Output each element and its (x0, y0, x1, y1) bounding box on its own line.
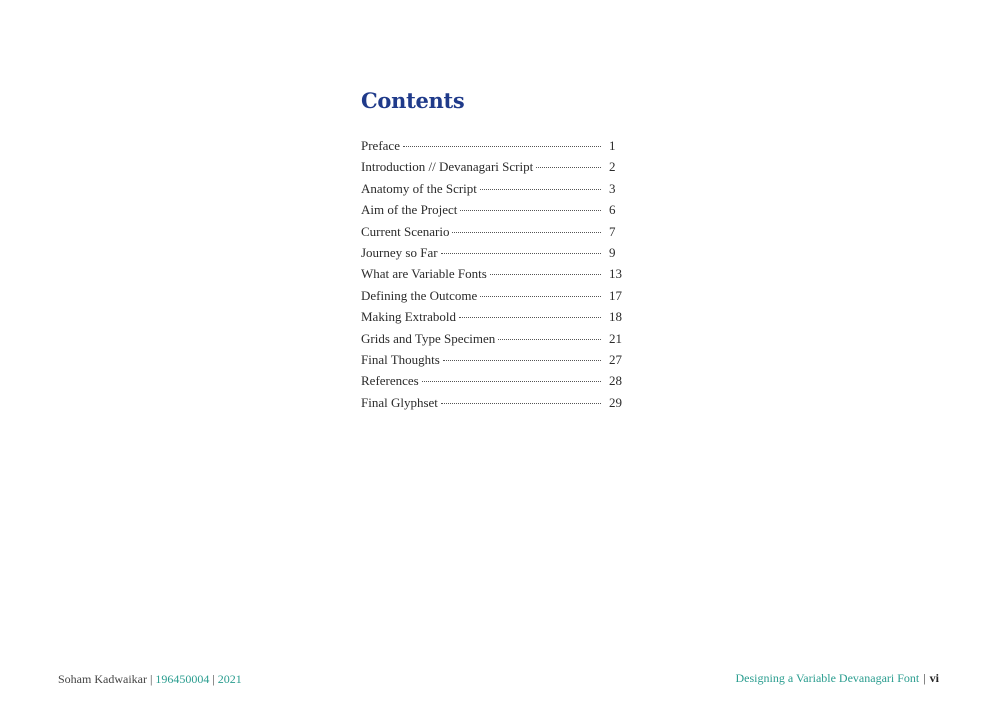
toc-dot-leader (441, 253, 601, 254)
footer-document-info (736, 671, 939, 686)
toc-entry-page: 28 (609, 373, 622, 389)
toc-entry[interactable] (361, 245, 631, 266)
toc-dot-leader (443, 360, 601, 361)
toc-entry-page: 2 (609, 159, 616, 175)
toc-dot-leader (536, 167, 601, 168)
toc-entry-label: Introduction // Devanagari Script (361, 159, 534, 175)
footer-separator: | (149, 672, 153, 686)
footer-separator: | (923, 671, 926, 685)
toc-entry-label: Defining the Outcome (361, 287, 478, 303)
toc-dot-leader (480, 189, 601, 190)
table-of-contents (361, 138, 631, 416)
toc-entry-label: Journey so Far (361, 244, 438, 260)
footer-author: Soham Kadwaikar (58, 672, 147, 686)
toc-entry-page: 18 (609, 309, 622, 325)
footer-separator: | (212, 672, 215, 686)
toc-entry-page: 9 (609, 244, 616, 260)
toc-entry-page: 27 (609, 351, 622, 367)
toc-entry-label: Preface (361, 138, 400, 153)
toc-dot-leader (459, 317, 601, 318)
toc-dot-leader (403, 146, 601, 147)
toc-entry-label: Final Thoughts (361, 351, 440, 367)
page-title: Contents (361, 88, 465, 113)
toc-entry-page: 3 (609, 180, 616, 196)
footer-author-info (58, 672, 242, 687)
toc-entry-page: 13 (609, 266, 622, 282)
toc-dot-leader (452, 232, 601, 233)
toc-entry-page: 17 (609, 287, 622, 303)
toc-entry-label: Final Glyphset (361, 394, 438, 410)
toc-entry[interactable] (361, 159, 631, 180)
footer-document-title: Designing a Variable Devanagari Font (735, 671, 920, 685)
toc-dot-leader (422, 381, 601, 382)
footer-page-number: vi (929, 671, 939, 685)
toc-entry[interactable] (361, 352, 631, 373)
footer-student-id: 196450004 (155, 672, 210, 686)
toc-dot-leader (441, 403, 601, 404)
toc-entry[interactable] (361, 331, 631, 352)
toc-entry[interactable] (361, 138, 631, 159)
toc-entry-page: 1 (609, 138, 616, 153)
toc-entry[interactable] (361, 395, 631, 416)
toc-dot-leader (498, 339, 601, 340)
toc-entry-label: Anatomy of the Script (361, 180, 477, 196)
toc-entry-page: 7 (609, 223, 616, 239)
toc-entry-label: Making Extrabold (361, 309, 456, 325)
toc-entry-page: 29 (609, 394, 622, 410)
toc-entry-label: Aim of the Project (361, 202, 458, 218)
toc-entry[interactable] (361, 288, 631, 309)
toc-entry-page: 21 (609, 330, 622, 346)
toc-entry-label: Grids and Type Specimen (361, 330, 496, 346)
toc-entry[interactable] (361, 309, 631, 330)
toc-entry-label: References (361, 373, 419, 389)
toc-entry[interactable] (361, 224, 631, 245)
toc-entry-page: 6 (609, 202, 616, 218)
toc-dot-leader (480, 296, 601, 297)
toc-entry-label: Current Scenario (361, 223, 450, 239)
toc-dot-leader (460, 210, 601, 211)
toc-entry[interactable] (361, 202, 631, 223)
toc-entry[interactable] (361, 373, 631, 394)
toc-entry[interactable] (361, 266, 631, 287)
toc-dot-leader (490, 274, 601, 275)
toc-entry-label: What are Variable Fonts (361, 266, 487, 282)
toc-entry[interactable] (361, 181, 631, 202)
footer-year: 2021 (217, 672, 242, 686)
